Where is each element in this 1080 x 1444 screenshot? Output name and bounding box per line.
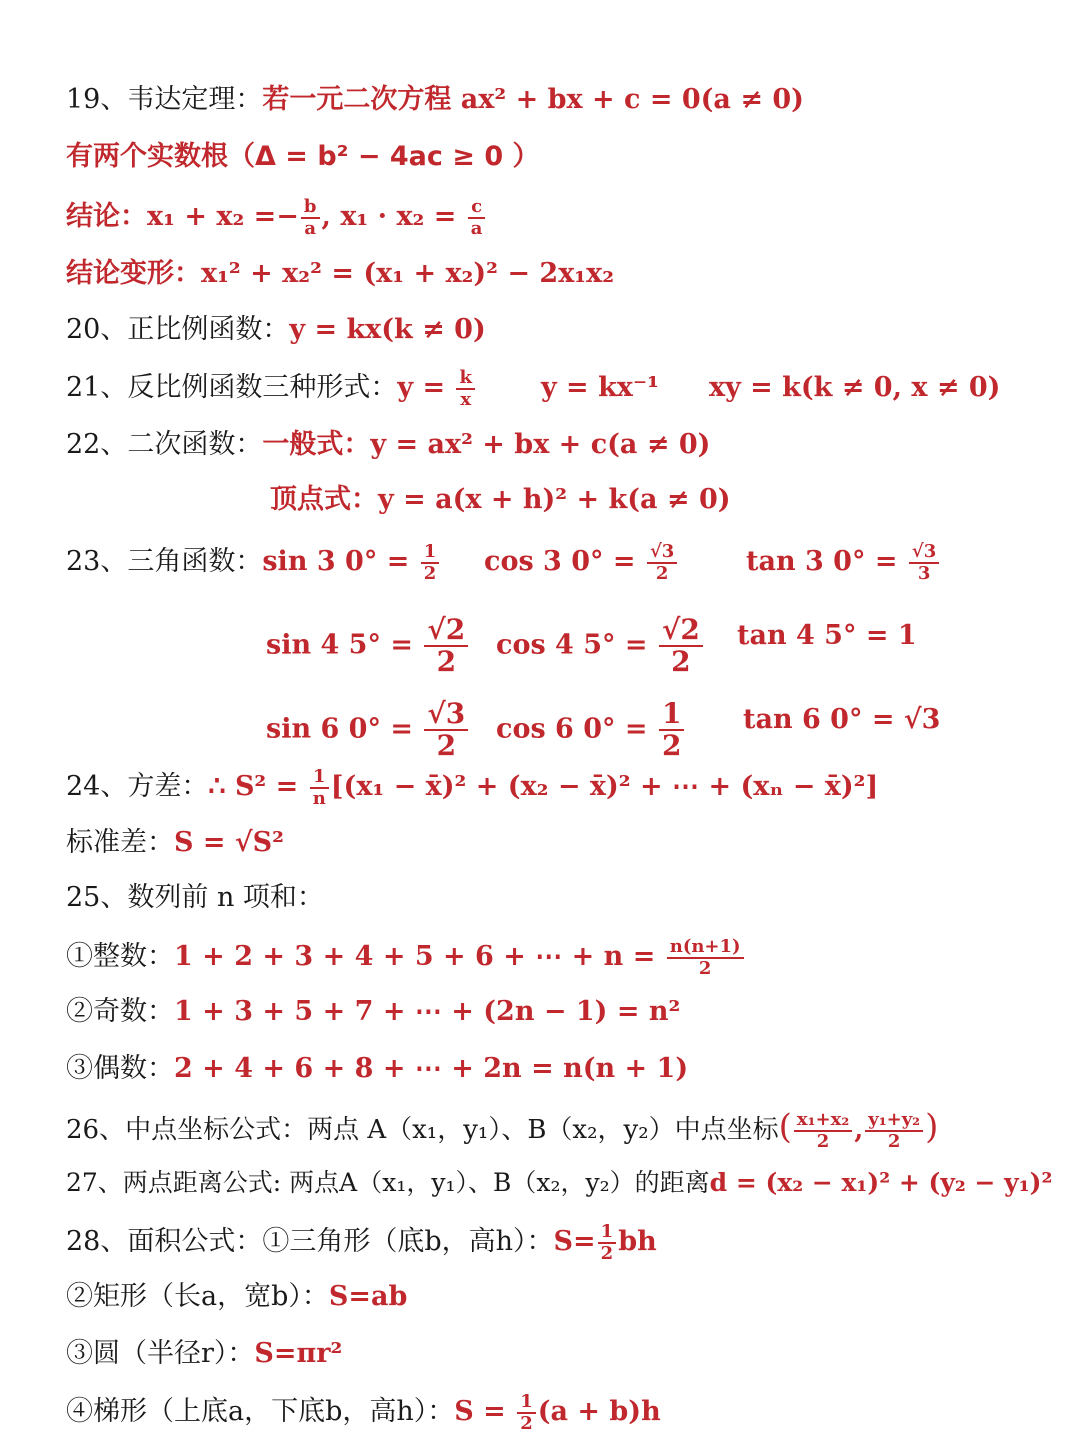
item-label: ①整数： (66, 941, 174, 972)
highlight-text: 结论变形： (66, 258, 201, 289)
formula: d = (x₂ − x₁)² + (y₂ − y₁)² (709, 1168, 1053, 1197)
formula: 1 + 2 + 3 + 4 + 5 + 6 + ⋯ + n = (174, 941, 665, 972)
highlight-text: 结论： (66, 201, 147, 232)
formula: 1 + 3 + 5 + 7 + ⋯ + (2n − 1) = n² (174, 996, 681, 1027)
formula: sin 3 0° = (262, 546, 419, 577)
item-28-circle (66, 1334, 342, 1374)
formula: [(x₁ − x̄)² + (x₂ − x̄)² + ⋯ + (xₙ − x̄)²] (330, 771, 879, 802)
item-23-tan60 (743, 700, 940, 740)
formula: ∴ S² = (208, 771, 308, 802)
item-label: ④梯形（上底a，下底b，高h）： (66, 1396, 455, 1427)
std-dev-line (66, 823, 284, 863)
item-25-odd (66, 992, 680, 1032)
item-24-line (66, 767, 878, 808)
fraction: $\frac{k}{x}$ (456, 369, 474, 409)
fraction: $\frac{√2}{2}$ (424, 616, 468, 676)
formula: tan 6 0° = √3 (743, 704, 941, 735)
item-label: 21、反比例函数三种形式： (66, 372, 398, 403)
formula: S= (553, 1226, 596, 1257)
item-23-tan45 (737, 616, 917, 656)
highlight-text: 若一元二次方程 (262, 84, 452, 115)
formula: S=ab (328, 1281, 408, 1312)
formula: y = kx⁻¹ (540, 372, 659, 403)
fraction: $\frac{b}{a}$ (301, 198, 320, 238)
item-26-line (66, 1107, 938, 1151)
item-23-cos60 (496, 697, 686, 762)
formula: , (854, 1115, 864, 1145)
formula: (a + b)h (537, 1396, 661, 1427)
item-23-cos45 (496, 613, 705, 678)
item-22-line (66, 425, 710, 465)
formula: 2 + 4 + 6 + 8 + ⋯ + 2n = n(n + 1) (174, 1053, 689, 1084)
formula: S = √S² (174, 827, 284, 858)
fraction: $\frac{1}{2}$ (659, 700, 684, 760)
fraction: $\frac{√3}{2}$ (424, 700, 468, 760)
formula: sin 4 5° = (266, 629, 423, 661)
item-label: ③圆（半径r）： (66, 1338, 255, 1369)
fraction: $\frac{c}{a}$ (468, 198, 486, 238)
formula: bh (618, 1226, 657, 1257)
formula: ) (925, 1107, 939, 1147)
item-label: 22、二次函数： (66, 429, 263, 460)
highlight-text: 顶点式： (270, 484, 378, 515)
item-label: 27、两点距离公式: 两点A（x₁，y₁）、B（x₂，y₂）的距离 (66, 1168, 710, 1197)
item-label: 28、面积公式：①三角形（底b，高h）： (66, 1226, 554, 1257)
theorem-19-variant (66, 254, 614, 294)
item-28-line (66, 1222, 657, 1263)
item-25-heading (66, 878, 324, 918)
formula: sin 6 0° = (266, 713, 423, 745)
fraction: $\frac{\text{x₁+x₂}}{2}$ (794, 1111, 852, 1151)
formula: cos 4 5° = (496, 629, 657, 661)
theorem-19-condition (66, 137, 540, 177)
fraction: $\frac{1}{2}$ (421, 543, 440, 583)
formula: , x₁ · x₂ = (321, 201, 466, 232)
formula: y = a(x + h)² + k(a ≠ 0) (378, 484, 731, 515)
fraction: $\frac{1}{n}$ (310, 768, 329, 808)
item-label: 标准差： (66, 827, 174, 858)
item-23-sin60 (266, 697, 470, 762)
formula: xy = k(k ≠ 0, x ≠ 0) (708, 372, 1001, 403)
item-label: 26、中点坐标公式：两点 A（x₁，y₁）、B（x₂，y₂）中点坐标 (66, 1115, 779, 1145)
item-label: 23、三角函数： (66, 546, 263, 577)
highlight-text: 有两个实数根（Δ = b² − 4ac ≥ 0 ） (66, 141, 540, 172)
formula: tan 3 0° = (746, 546, 907, 577)
item-label: ③偶数： (66, 1053, 174, 1084)
theorem-19-conclusion (66, 197, 487, 238)
item-21-line (66, 368, 1000, 409)
fraction: $\frac{√3}{3}$ (909, 543, 939, 583)
item-28-trapezoid (66, 1392, 661, 1433)
formula: S=πr² (254, 1338, 343, 1369)
formula: cos 3 0° = (484, 546, 645, 577)
item-28-rectangle (66, 1277, 407, 1317)
formula: y = kx(k ≠ 0) (289, 314, 486, 345)
formula: ( (778, 1107, 792, 1147)
formula: tan 4 5° = 1 (737, 620, 917, 651)
fraction: $\frac{\text{y₁+y₂}}{2}$ (865, 1111, 923, 1151)
item-label: 19、韦达定理： (66, 84, 263, 115)
item-23-cos30 (484, 542, 679, 583)
formula: x₁ + x₂ =− (147, 201, 299, 232)
item-23-tan30 (746, 542, 941, 583)
fraction: $\frac{n(n+1)}{2}$ (667, 938, 744, 978)
formula: cos 6 0° = (496, 713, 657, 745)
theorem-19-line (66, 80, 804, 120)
item-23-sin45 (266, 613, 470, 678)
item-label: ②矩形（长a，宽b）： (66, 1281, 329, 1312)
formula: ax² + bx + c = 0(a ≠ 0) (451, 84, 804, 115)
formula: y = (397, 372, 455, 403)
item-27-line (66, 1163, 1052, 1203)
item-label: 20、正比例函数： (66, 314, 290, 345)
fraction: $\frac{1}{2}$ (598, 1223, 617, 1263)
item-25-even (66, 1049, 688, 1089)
fraction: $\frac{1}{2}$ (517, 1393, 536, 1433)
formula: x₁² + x₂² = (x₁ + x₂)² − 2x₁x₂ (201, 258, 615, 289)
item-label: 24、方差： (66, 771, 209, 802)
formula: S = (454, 1396, 516, 1427)
item-22-vertex-form (270, 480, 731, 520)
formula: y = ax² + bx + c(a ≠ 0) (370, 429, 711, 460)
item-23-line (66, 542, 441, 583)
fraction: $\frac{√2}{2}$ (659, 616, 703, 676)
highlight-text: 一般式： (262, 429, 371, 460)
item-20-line (66, 310, 486, 350)
fraction: $\frac{√3}{2}$ (647, 543, 677, 583)
item-label: ②奇数： (66, 996, 174, 1027)
item-label: 25、数列前 n 项和： (66, 882, 324, 913)
item-25-integers (66, 937, 746, 978)
